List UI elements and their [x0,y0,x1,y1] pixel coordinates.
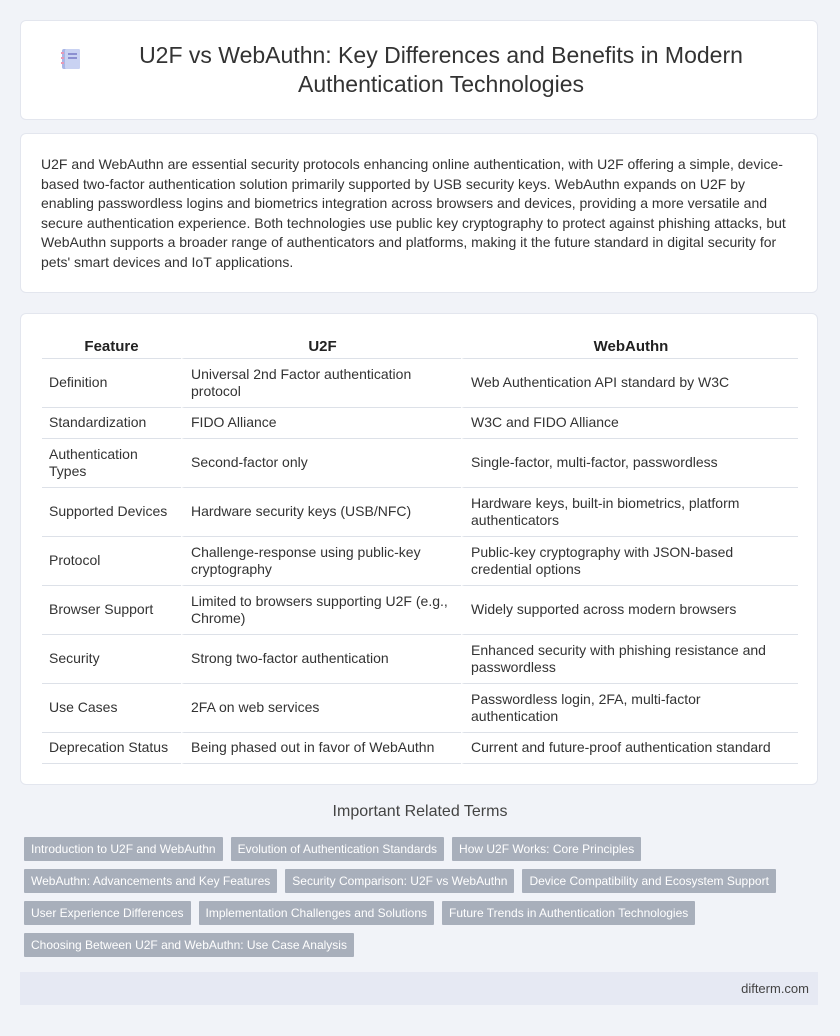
table-cell: Challenge-response using public-key cryptography [181,537,461,586]
tag-row [24,837,814,861]
footer [20,972,818,1005]
table-cell: Being phased out in favor of WebAuthn [181,733,461,764]
table-row [42,537,798,586]
table-cell: 2FA on web services [181,684,461,733]
table-cell: Passwordless login, 2FA, multi-factor authentication [461,684,798,733]
related-term-link[interactable]: Device Compatibility and Ecosystem Support [522,869,775,893]
table-cell: Widely supported across modern browsers [461,586,798,635]
column-header: Feature [42,334,181,359]
page-title: U2F vs WebAuthn: Key Differences and Benefits in Modern Authentication Technologies [139,42,743,97]
table-cell: Protocol [42,537,181,586]
table-cell: Use Cases [42,684,181,733]
related-term-link[interactable]: Evolution of Authentication Standards [231,837,444,861]
related-term-link[interactable]: Choosing Between U2F and WebAuthn: Use Case Analysis [24,933,354,957]
intro-card [20,133,818,293]
comparison-table-card [20,313,818,785]
table-row [42,488,798,537]
table-cell: Hardware keys, built-in biometrics, platform authenticators [461,488,798,537]
column-header: U2F [181,334,461,359]
table-cell: Browser Support [42,586,181,635]
table-cell: Strong two-factor authentication [181,635,461,684]
column-header: WebAuthn [461,334,798,359]
table-cell: W3C and FIDO Alliance [461,408,798,439]
tag-row [24,869,814,893]
related-terms-heading: Important Related Terms [332,803,508,820]
header-card [20,20,818,120]
table-cell: Single-factor, multi-factor, passwordless [461,439,798,488]
table-cell: Web Authentication API standard by W3C [461,359,798,408]
related-term-link[interactable]: Introduction to U2F and WebAuthn [24,837,223,861]
table-cell: Limited to browsers supporting U2F (e.g., Chrome) [181,586,461,635]
related-terms-list [24,837,814,965]
intro-text: U2F and WebAuthn are essential security protocols enhancing online authentication, with U2F offering a simple, device-based two-factor authentication solution primarily supported by USB security keys. WebAuthn expands on U2F by enabling passwordless logins and biometrics integration across browsers and devices, providing a more versatile and secure authentication experience. Both technologies use public key cryptography to protect against phishing attacks, but WebAuthn supports a broader range of authenticators and platforms, making it the future standard in digital security for pets' smart devices and IoT applications. [41,156,786,270]
related-term-link[interactable]: WebAuthn: Advancements and Key Features [24,869,277,893]
table-row [42,684,798,733]
related-term-link[interactable]: Security Comparison: U2F vs WebAuthn [285,869,514,893]
table-cell: Public-key cryptography with JSON-based credential options [461,537,798,586]
table-row [42,733,798,764]
table-cell: Security [42,635,181,684]
table-row [42,586,798,635]
tag-row [24,933,814,957]
table-row [42,359,798,408]
table-cell: Enhanced security with phishing resistance and passwordless [461,635,798,684]
table-cell: Universal 2nd Factor authentication protocol [181,359,461,408]
table-cell: Current and future-proof authentication standard [461,733,798,764]
table-cell: Definition [42,359,181,408]
table-cell: Authentication Types [42,439,181,488]
table-cell: Second-factor only [181,439,461,488]
comparison-table [42,334,798,764]
book-icon [59,47,85,71]
table-cell: Standardization [42,408,181,439]
tag-row [24,901,814,925]
table-cell: Hardware security keys (USB/NFC) [181,488,461,537]
related-term-link[interactable]: Implementation Challenges and Solutions [199,901,434,925]
related-term-link[interactable]: How U2F Works: Core Principles [452,837,641,861]
table-cell: Deprecation Status [42,733,181,764]
related-term-link[interactable]: Future Trends in Authentication Technologies [442,901,695,925]
table-cell: Supported Devices [42,488,181,537]
table-row [42,635,798,684]
table-row [42,408,798,439]
site-name[interactable]: difterm.com [741,981,809,996]
table-row [42,439,798,488]
table-header-row [42,334,798,359]
related-term-link[interactable]: User Experience Differences [24,901,191,925]
table-cell: FIDO Alliance [181,408,461,439]
